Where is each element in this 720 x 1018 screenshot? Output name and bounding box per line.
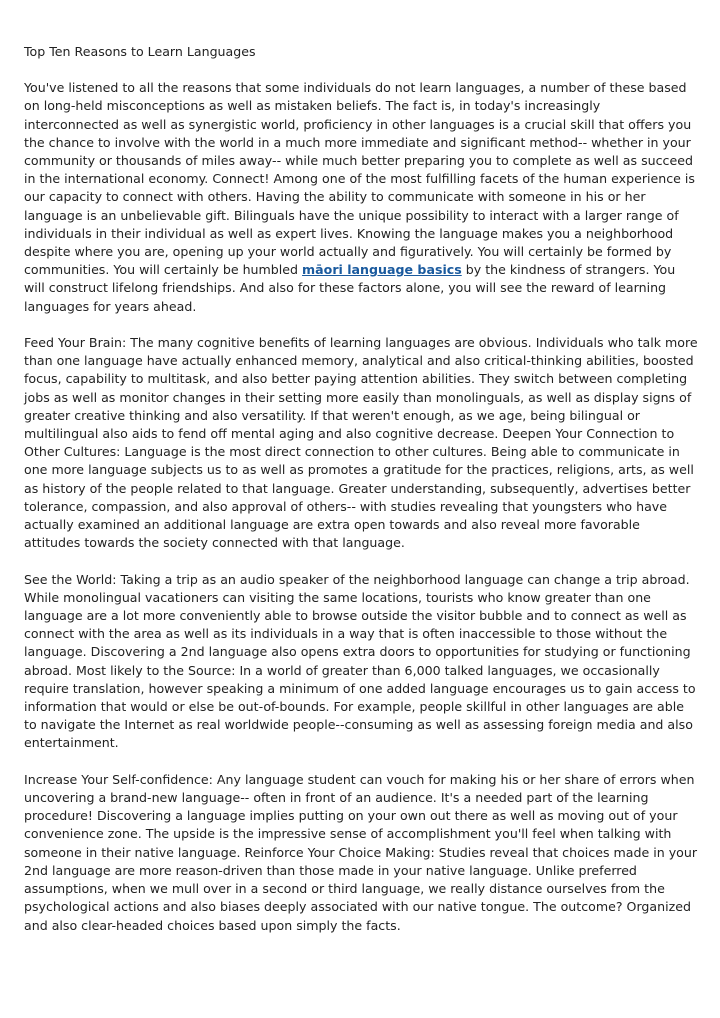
paragraph-self-confidence: Increase Your Self-confidence: Any language student can vouch for making his or her share of errors when uncovering a brand-new language-- often in front of an audience. It's a needed part of the learning procedure! Discovering a language implies putting on your own out there as well as moving out of your convenience zone. The upside is the impressive sense of accomplishment you'll feel when talking with someone in their native language. Reinforce Your Choice Making: Studies reveal that choices made in your 2nd language are more reason-driven than those made in your native language. Unlike preferred assumptions, when we mull over in a second or third language, we really distance ourselves from the psychological actions and also biases deeply associated with our native tongue. The outcome? Organized and also clear-headed choices based upon simply the facts.	[24, 771, 698, 933]
document-page	[24, 43, 698, 953]
paragraph-see-the-world: See the World: Taking a trip as an audio speaker of the neighborhood language can change a trip abroad. While monolingual vacationers can visiting the same locations, tourists who know greater than one language are a lot more conveniently able to browse outside the visitor bubble and to connect as well as connect with the area as well as its individuals in a way that is often inaccessible to those without the language. Discovering a 2nd language also opens extra doors to opportunities for studying or functioning abroad. Most likely to the Source: In a world of greater than 6,000 talked languages, we occasionally require translation, however speaking a minimum of one added language encourages us to gain access to information that would or else be out-of-bounds. For example, people skillful in other languages are able to navigate the Internet as real worldwide people--consuming as well as assessing foreign media and also entertainment.	[24, 571, 696, 751]
paragraph-text: You've listened to all the reasons that some individuals do not learn languages, a number of these based on long-held misconceptions as well as mistaken beliefs. The fact is, in today's increasingly interconnected as well as synergistic world, proficiency in other languages is a crucial skill that offers you the chance to involve with the world in a much more immediate and significant method-- whether in your community or thousands of miles away-- while much better preparing you to complete as well as succeed in the international economy. Connect! Among one of the most fulfilling facets of the human experience is our capacity to connect with others. Having the ability to communicate with someone in his or her language is an unbelievable gift. Bilinguals have the unique possibility to interact with a larger range of individuals in their individual as well as expert lives. Knowing the language makes you a neighborhood despite where you are, opening up your world actually and figuratively. You will certainly be formed by communities. You will certainly be humbled	[24, 80, 695, 278]
paragraph-text: by the kindness of strangers. You will construct lifelong friendships. And also for these factors alone, you will see the reward of learning languages for years ahead.	[24, 262, 676, 314]
maori-language-basics-link[interactable]: māori language basics	[302, 262, 462, 278]
page-title: Top Ten Reasons to Learn Languages	[24, 44, 256, 59]
paragraph-feed-your-brain: Feed Your Brain: The many cognitive benefits of learning languages are obvious. Individuals who talk more than one language have actually enhanced memory, analytical and also critical-thinking abilities, boosted focus, capability to multitask, and also better paying attention abilities. They switch between completing jobs as well as monitor changes in their setting more easily than monolinguals, as well as display signs of greater creative thinking and also versatility. If that weren't enough, as we age, being bilingual or multilingual also aids to fend off mental aging and also cognitive decrease. Deepen Your Connection to Other Cultures: Language is the most direct connection to other cultures. Being able to communicate in one more language subjects us to as well as promotes a gratitude for the practices, religions, arts, as well as history of the people related to that language. Greater understanding, subsequently, advertises better tolerance, compassion, and also approval of others-- with studies revealing that youngsters who have actually examined an additional language are extra open towards and also reveal more favorable attitudes towards the society connected with that language.	[24, 335, 698, 551]
paragraph-connect	[24, 79, 698, 316]
